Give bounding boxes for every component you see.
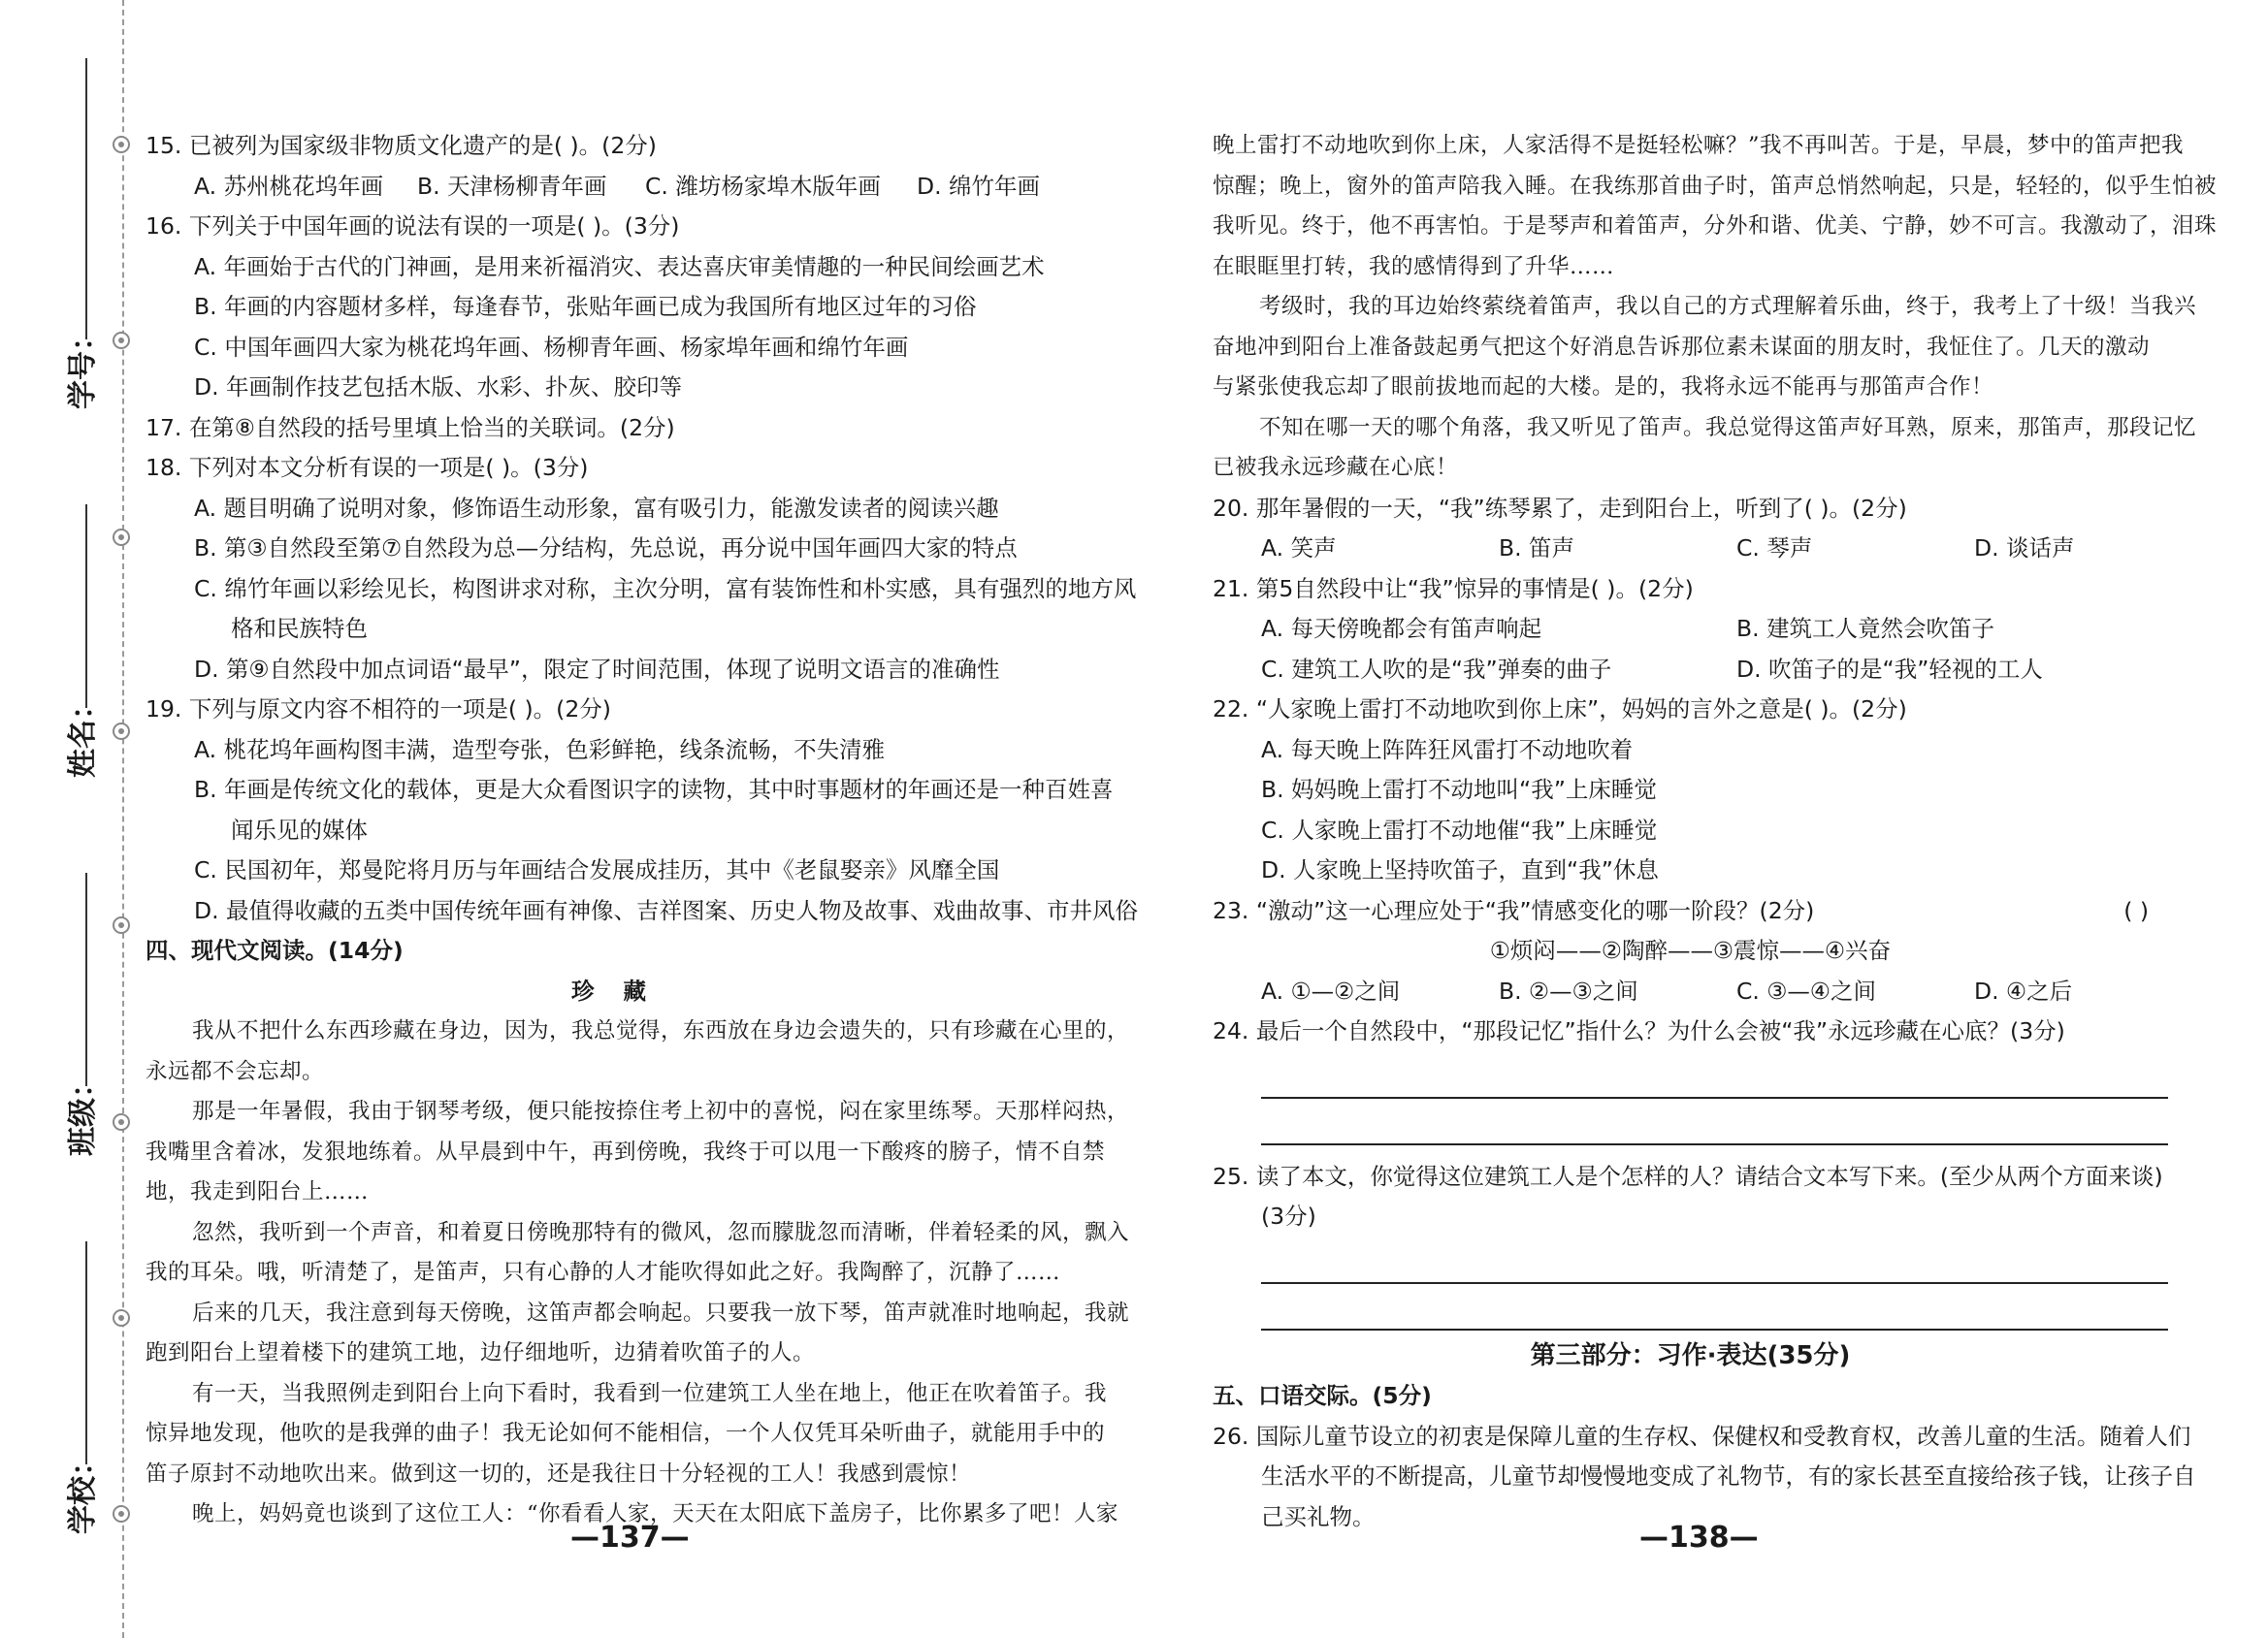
paragraph-line: 惊异地发现，他吹的是我弹的曲子！我无论如何不能相信，一个人仅凭耳朵听曲子，就能用手中的 [146,1421,1106,1446]
paragraph: 考级时，我的耳边始终萦绕着笛声，我以自己的方式理解着乐曲，终于，我考上了十级！当我兴 [1259,294,2197,319]
question-18: 18. 下列对本文分析有误的一项是( )。(3分) [146,454,589,481]
option[interactable]: C. 建筑工人吹的是“我”弹奏的曲子 [1261,655,1612,683]
option[interactable]: B. 天津杨柳青年画 [417,172,607,200]
option[interactable]: A. 题目明确了说明对象，修饰语生动形象，富有吸引力，能激发读者的阅读兴趣 [194,494,999,522]
page-number: —138— [1639,1521,1759,1555]
question-25-points: (3分) [1261,1203,1316,1230]
question-26: 26. 国际儿童节设立的初衷是保障儿童的生存权、保健权和受教育权，改善儿童的生活。随着人们 [1213,1422,2191,1450]
name-label: 姓名： [66,691,100,778]
option[interactable]: C. 潍坊杨家埠木版年画 [645,172,881,200]
q21-options-row1 [1213,609,2168,650]
question-20: 20. 那年暑假的一天，“我”练琴累了，走到阳台上，听到了( )。(2分) [1213,494,1907,522]
option[interactable]: C. 人家晚上雷打不动地催“我”上床睡觉 [1261,816,1658,844]
option[interactable]: D. 绵竹年画 [917,172,1041,200]
paragraph: 有一天，当我照例走到阳台上向下看时，我看到一位建筑工人坐在地上，他正在吹着笛子。我 [192,1380,1108,1406]
page-number: —137— [570,1521,690,1555]
paragraph-line: 我听见。终于，他不再害怕。于是琴声和着笛声，分外和谐、优美、宁静，妙不可言。我激动了，泪珠 [1213,213,2218,239]
paragraph: 不知在哪一天的哪个角落，我又听见了笛声。我总觉得这笛声好耳熟，原来，那笛声，那段记忆 [1259,414,2197,440]
paragraph-line: 与紧张使我忘却了眼前拔地而起的大楼。是的，我将永远不能再与那笛声合作！ [1213,374,1994,400]
option[interactable]: A. 每天晚上阵阵狂风雷打不动地吹着 [1261,735,1634,763]
question-24: 24. 最后一个自然段中，“那段记忆”指什么？为什么会被“我”永远珍藏在心底？(3分) [1213,1017,2065,1044]
option[interactable]: C. 中国年画四大家为桃花坞年画、杨柳青年画、杨家埠年画和绵竹年画 [194,333,909,361]
paragraph: 忽然，我听到一个声音，和着夏日傍晚那特有的微风，忽而朦胧忽而清晰，伴着轻柔的风，飘入 [192,1219,1130,1245]
option[interactable]: C. 琴声 [1736,534,1813,562]
binding-hole [113,332,130,349]
paragraph-line: 晚上雷打不动地吹到你上床，人家活得不是挺轻松嘛？”我不再叫苦。于是，早晨，梦中的笛声把我 [1213,133,2185,158]
paragraph: 我从不把什么东西珍藏在身边，因为，我总觉得，东西放在身边会遗失的，只有珍藏在心里的， [192,1018,1130,1044]
option[interactable]: D. ④之后 [1974,977,2073,1005]
option-continued: 闻乐见的媒体 [231,816,368,844]
q20-options [1213,529,2168,569]
paragraph-line: 惊醒；晚上，窗外的笛声陪我入睡。在我练那首曲子时，笛声总悄然响起，只是，轻轻的，似乎生怕被 [1213,173,2218,199]
part-three-title: 第三部分：习作·表达(35分) [1530,1340,1851,1370]
question-19: 19. 下列与原文内容不相符的一项是( )。(2分) [146,695,611,723]
binding-hole [113,529,130,546]
class-line[interactable] [85,873,87,1086]
option-continued: 格和民族特色 [231,615,368,642]
answer-line[interactable] [1261,1052,2168,1099]
paragraph: 那是一年暑假，我由于钢琴考级，便只能按捺住考上初中的喜悦，闷在家里练琴。天那样闷热， [192,1099,1130,1124]
option[interactable]: D. 第⑨自然段中加点词语“最早”，限定了时间范围，体现了说明文语言的准确性 [194,655,1000,683]
class-label: 班级： [66,1069,100,1156]
paragraph-line: 笛子原封不动地吹出来。做到这一切的，还是我往日十分轻视的工人！我感到震惊！ [146,1461,972,1487]
option[interactable]: B. 妈妈晚上雷打不动地叫“我”上床睡觉 [1261,776,1657,803]
option[interactable]: B. 笛声 [1499,534,1575,562]
option[interactable]: C. 民国初年，郑曼陀将月历与年画结合发展成挂历，其中《老鼠娶亲》风靡全国 [194,856,1000,883]
option[interactable]: D. 最值得收藏的五类中国传统年画有神像、吉祥图案、历史人物及故事、戏曲故事、市井风俗 [194,896,1139,924]
question-26-line: 己买礼物。 [1261,1502,1376,1530]
option[interactable]: A. 每天傍晚都会有笛声响起 [1261,615,1542,642]
answer-line[interactable] [1261,1284,2168,1331]
binding-hole [113,916,130,934]
q21-options-row2 [1213,650,2168,691]
binding-hole [113,1505,130,1523]
answer-paren[interactable]: ( ) [2123,896,2149,924]
option[interactable]: A. 年画始于古代的门神画，是用来祈福消灾、表达喜庆审美情趣的一种民间绘画艺术 [194,252,1045,280]
option[interactable]: D. 人家晚上坚持吹笛子，直到“我”休息 [1261,856,1659,883]
question-15: 15. 已被列为国家级非物质文化遗产的是( )。(2分) [146,132,657,159]
binding-margin [0,0,146,1638]
name-line[interactable] [85,504,87,708]
page-137 [146,126,1139,1535]
question-23 [1213,891,2168,932]
answer-line[interactable] [1261,1099,2168,1145]
option[interactable]: A. 笑声 [1261,534,1337,562]
question-17: 17. 在第⑧自然段的括号里填上恰当的关联词。(2分) [146,413,675,441]
paragraph-line: 我嘴里含着冰，发狠地练着。从早晨到中午，再到傍晚，我终于可以甩一下酸疼的膀子，情不自禁 [146,1139,1106,1165]
q15-options [146,167,1101,208]
binding-hole [113,1113,130,1131]
paragraph: 晚上，妈妈竟也谈到了这位工人：“你看看人家，天天在太阳底下盖房子，比你累多了吧！人家 [192,1501,1119,1526]
emotion-sequence: ①烦闷——②陶醉——③震惊——④兴奋 [1489,937,1892,964]
paragraph-line: 已被我永远珍藏在心底！ [1213,455,1459,480]
paragraph-line: 在眼眶里打转，我的感情得到了升华…… [1213,253,1615,279]
paragraph-line: 奋地冲到阳台上准备鼓起勇气把这个好消息告诉那位素未谋面的朋友时，我怔住了。几天的激动 [1213,334,2151,360]
q23-options [1213,972,2168,1012]
question-26-line: 生活水平的不断提高，儿童节却慢慢地变成了礼物节，有的家长甚至直接给孩子钱，让孩子自 [1261,1462,2196,1490]
option[interactable]: D. 吹笛子的是“我”轻视的工人 [1736,655,2043,683]
paragraph-line: 跑到阳台上望着楼下的建筑工地，边仔细地听，边猜着吹笛子的人。 [146,1340,816,1365]
question-22: 22. “人家晚上雷打不动地吹到你上床”，妈妈的言外之意是( )。(2分) [1213,695,1907,723]
answer-line[interactable] [1261,1237,2168,1284]
option[interactable]: C. 绵竹年画以彩绘见长，构图讲求对称，主次分明，富有装饰性和朴实感，具有强烈的地方风 [194,574,1137,602]
question-16: 16. 下列关于中国年画的说法有误的一项是( )。(3分) [146,212,680,240]
student-id-label: 学号： [66,322,100,409]
story-title: 珍藏 [571,977,675,1005]
section-heading: 五、口语交际。(5分) [1213,1382,1432,1409]
option[interactable]: D. 年画制作技艺包括木版、水彩、扑灰、胶印等 [194,373,683,401]
paragraph-line: 地，我走到阳台上…… [146,1179,370,1204]
question-23-text: 23. “激动”这一心理应处于“我”情感变化的哪一阶段？(2分) [1213,896,1815,924]
school-line[interactable] [85,1241,87,1464]
option[interactable]: A. ①—②之间 [1261,977,1401,1005]
option[interactable]: A. 苏州桃花坞年画 [194,172,384,200]
paragraph-line: 我的耳朵。哦，听清楚了，是笛声，只有心静的人才能吹得如此之好。我陶醉了，沉静了…… [146,1260,1061,1285]
binding-hole [113,1309,130,1327]
option[interactable]: D. 谈话声 [1974,534,2075,562]
option[interactable]: B. 建筑工人竟然会吹笛子 [1736,615,1995,642]
cut-line [122,0,124,1638]
option[interactable]: B. 第③自然段至第⑦自然段为总—分结构，先总说，再分说中国年画四大家的特点 [194,534,1018,562]
option[interactable]: A. 桃花坞年画构图丰满，造型夸张，色彩鲜艳，线条流畅，不失清雅 [194,735,886,763]
option[interactable]: B. 年画的内容题材多样，每逢春节，张贴年画已成为我国所有地区过年的习俗 [194,293,977,320]
question-25: 25. 读了本文，你觉得这位建筑工人是个怎样的人？请结合文本写下来。(至少从两个方面来谈) [1213,1162,2163,1190]
question-21: 21. 第5自然段中让“我”惊异的事情是( )。(2分) [1213,574,1694,602]
option[interactable]: C. ③—④之间 [1736,977,1876,1005]
student-id-line[interactable] [85,58,87,339]
section-heading: 四、现代文阅读。(14分) [146,937,404,964]
page-138 [1213,126,2218,1537]
paragraph: 后来的几天，我注意到每天傍晚，这笛声都会响起。只要我一放下琴，笛声就准时地响起，我就 [192,1300,1130,1326]
binding-hole [113,136,130,153]
paragraph-line: 永远都不会忘却。 [146,1058,325,1084]
binding-hole [113,723,130,740]
option[interactable]: B. ②—③之间 [1499,977,1638,1005]
option[interactable]: B. 年画是传统文化的载体，更是大众看图识字的读物，其中时事题材的年画还是一种百姓喜 [194,776,1114,803]
school-label: 学校： [66,1447,100,1534]
